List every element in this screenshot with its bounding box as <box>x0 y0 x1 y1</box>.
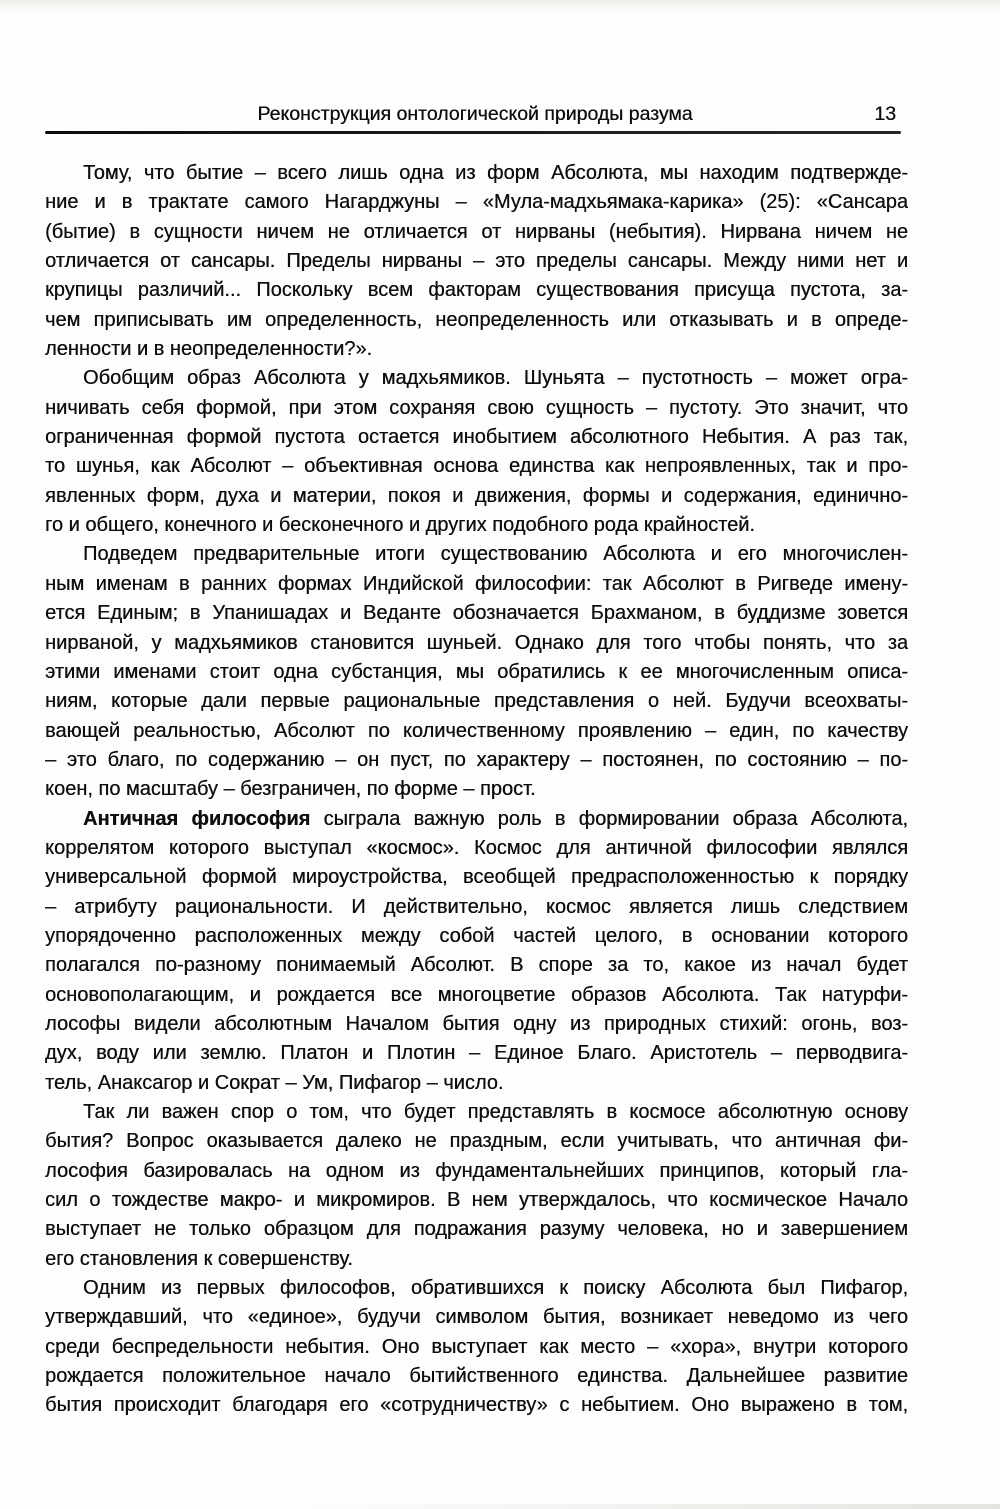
text-line: тель, Анаксагор и Сократ – Ум, Пифагор – число. <box>45 1071 504 1094</box>
text-line: рождается положительное начало бытийственного единства. Дальнейшее развитие <box>45 1365 908 1388</box>
text-line: крупицы различий... Поскольку всем факторам существования присуща пустота, за- <box>45 279 908 302</box>
page-header <box>46 101 904 127</box>
text-line: коен, по масштабу – безграничен, по форме – прост. <box>45 778 536 801</box>
text-line: ограниченная формой пустота остается инобытием абсолютного Небытия. А раз так, <box>45 426 908 449</box>
text-line: – это благо, по содержанию – он пуст, по характеру – постоянен, по состоянию – по- <box>45 748 908 771</box>
text-line: то шунья, как Абсолют – объективная основа единства как непроявленных, так и про- <box>45 455 908 478</box>
text-line: среди беспредельности небытия. Оно выступает как место – «хора», внутри которого <box>45 1335 908 1358</box>
text-line: Так ли важен спор о том, что будет представлять в космосе абсолютную основу <box>83 1101 908 1123</box>
text-line: полагался по-разному понимаемый Абсолют. В споре за то, какое из начал будет <box>45 954 908 977</box>
text-line: ется Единым; в Упанишадах и Веданте обозначается Брахманом, в буддизме зовется <box>45 602 908 625</box>
text-line: явленных форм, духа и материи, покоя и движения, формы и содержания, единично- <box>45 484 908 507</box>
text-line: бытия происходит благодаря его «сотрудничеству» с небытием. Оно выражено в том, <box>45 1394 908 1417</box>
text-line: этими именами стоит одна субстанция, мы обратились к ее многочисленным описа- <box>45 660 908 683</box>
text-line: выступает не только образцом для подражания разуму человека, но и завершением <box>45 1218 908 1241</box>
text-line: Античная философия сыграла важную роль в формировании образа Абсолюта, <box>83 807 908 830</box>
text-line: Тому, что бытие – всего лишь одна из форм Абсолюта, мы находим подтвержде- <box>83 162 908 184</box>
text-line: лософы видели абсолютным Началом бытия одну из природных стихий: огонь, воз- <box>45 1012 908 1035</box>
text-line: его становления к совершенству. <box>45 1247 353 1270</box>
text-line: го и общего, конечного и бесконечного и других подобного рода крайностей. <box>45 514 755 537</box>
text-line: универсальной формой мироустройства, всеобщей предрасположенностью к порядку <box>45 866 908 889</box>
text-line: Обобщим образ Абсолюта у мадхьямиков. Шуньята – пустотность – может огра- <box>83 367 908 390</box>
text-line: сил о тождестве макро- и микромиров. В нем утверждалось, что космическое Начало <box>45 1189 908 1212</box>
header-rule <box>45 131 901 134</box>
text-line: ниям, которые дали первые рациональные представления о ней. Будучи всеохваты- <box>45 690 908 713</box>
bold-run-in: Античная философия <box>83 807 311 830</box>
text-line: Подведем предварительные итоги существованию Абсолюта и его многочислен- <box>83 543 908 566</box>
text-line: дух, воду или землю. Платон и Плотин – Единое Благо. Аристотель – перводвига- <box>45 1042 908 1065</box>
text-line: отличается от сансары. Пределы нирваны – это пределы сансары. Между ними нет и <box>45 250 908 273</box>
text-line: (бытие) в сущности ничем не отличается от нирваны (небытия). Нирвана ничем не <box>45 220 908 243</box>
text-line: нирваной, у мадхьямиков становится шуньей. Однако для того чтобы понять, что за <box>45 631 908 654</box>
text-line: лософия базировалась на одном из фундаментальнейших принципов, который гла- <box>45 1159 908 1182</box>
text-line: утверждавший, что «единое», будучи символом бытия, возникает неведомо из чего <box>45 1306 908 1329</box>
text-line: бытия? Вопрос оказывается далеко не праздным, если учитывать, что античная фи- <box>45 1130 908 1153</box>
text-line: ным именам в ранних формах Индийской философии: так Абсолют в Ригведе имену- <box>45 572 908 595</box>
text-line: Одним из первых философов, обратившихся к поиску Абсолюта был Пифагор, <box>83 1277 908 1300</box>
running-title: Реконструкция онтологической природы разума <box>257 103 693 125</box>
text-line: упорядоченно расположенных между собой частей целого, в основании которого <box>45 924 908 947</box>
text-line: чем приписывать им определенность, неопределенность или отказывать и в опреде- <box>45 308 908 331</box>
text-line: – атрибуту рациональности. И действительно, космос является лишь следствием <box>45 895 908 918</box>
text-line: ние и в трактате самого Нагарджуны – «Мула-мадхьямака-карика» (25): «Сансара <box>45 191 908 214</box>
page-body <box>45 159 908 1421</box>
page-number: 13 <box>874 103 896 125</box>
text-line: ленности и в неопределенности?». <box>45 338 373 361</box>
text-line: основополагающим, и рождается все многоцветие образов Абсолюта. Так натурфи- <box>45 983 908 1006</box>
text-line: ничивать себя формой, при этом сохраняя свою сущность – пустоту. Это значит, что <box>45 396 908 419</box>
text-line: вающей реальностью, Абсолют по количественному проявлению – един, по качеству <box>45 719 908 742</box>
text-line: коррелятом которого выступал «космос». Космос для античной философии являлся <box>45 836 908 859</box>
